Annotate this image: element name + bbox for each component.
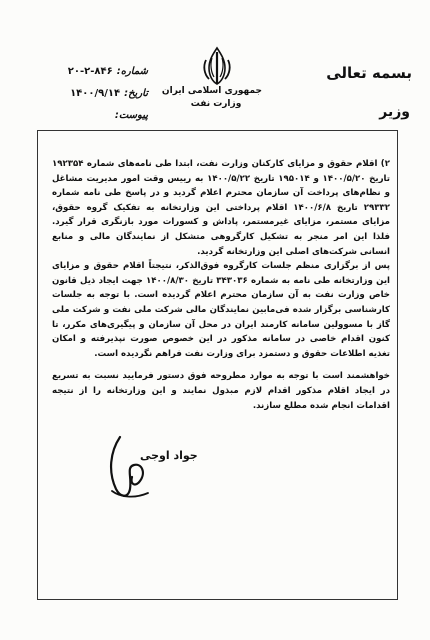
signer-name: جواد اوجی — [140, 449, 198, 462]
body-paragraph: پس از برگزاری منظم جلسات کارگروه فوق‌الذکر، نتیجتاً اقلام حقوق و مزایای این وزارتخانه طی نامه به شماره ۳۴۳۰۳۶ تاریخ ۱۴۰۰/۸/۳۰ جهت ایجاد ذیل قانون خاص وزارت نفت به آن سازمان محترم اعلام گردیده است. با توجه به جلسات کارشناسی برگزار شده فی‌مابین نمایندگان مالی شرکت ملی نفت و شرکت ملی گاز با مسوولین سامانه کارمند ایران در محل آن سازمان و پیگیری‌های مکرر، تا کنون اقدام خاصی در سامانه مذکور در این خصوص صورت نپذیرفته و امکان تغذیه اطلاعات حقوق و دستمزد برای وزارت نفت فراهم نگردیده است. — [52, 261, 390, 359]
bismillah-heading: بسمه تعالی — [326, 64, 412, 82]
government-name: جمهوری اسلامی ایران — [161, 86, 262, 96]
number-label: شماره: — [116, 66, 148, 77]
letter-meta — [30, 66, 148, 132]
date-row — [30, 88, 148, 110]
ministry-name: وزارت نفت — [190, 99, 242, 109]
letter-body — [52, 157, 390, 413]
attachment-row — [30, 110, 148, 132]
signature-scribble — [90, 427, 170, 507]
number-value: ۲۰-۲-۸۴۶ — [67, 66, 113, 77]
date-label: تاریخ: — [124, 88, 148, 99]
number-row — [30, 66, 148, 88]
iran-emblem-icon — [200, 46, 234, 86]
minister-title: وزیر — [379, 104, 410, 120]
signature-block — [90, 427, 210, 507]
body-paragraph: ۲) اقلام حقوق و مزایای کارکنان وزارت نفت، ابتدا طی نامه‌های شماره ۱۹۲۳۵۴ تاریخ ۱۴۰۰/۵/۲۰ و ۱۹۵۰۱۴ تاریخ ۱۴۰۰/۵/۲۲ به رییس وقت امور مدیریت مشاغل و نظام‌های پرداخت آن سازمان محترم اعلام گردید و در پاسخ طی نامه شماره ۲۹۳۳۲ تاریخ ۱۴۰۰/۶/۸ اقلام پرداختی این وزارتخانه به تفکیک گروه حقوق، مزایای مستمر، مزایای غیرمستمر، پاداش و کسورات مورد بازنگری قرار گیرد. فلذا این امر منجر به تشکیل کارگروهی متشکل از نمایندگان مالی و منابع انسانی شرکت‌های اصلی این وزارتخانه گردید. — [52, 159, 390, 257]
attachment-label: پیوست: — [114, 110, 148, 121]
date-value: ۱۴۰۰/۹/۱۴ — [70, 88, 121, 99]
closing-paragraph: خواهشمند است با توجه به موارد مطروحه فوق دستور فرمایید نسبت به تسریع در ایجاد اقلام مذکور اقدام لازم مبذول نمایند و این وزارتخانه را از نتیجه اقدامات انجام شده مطلع سازند. — [52, 371, 390, 411]
